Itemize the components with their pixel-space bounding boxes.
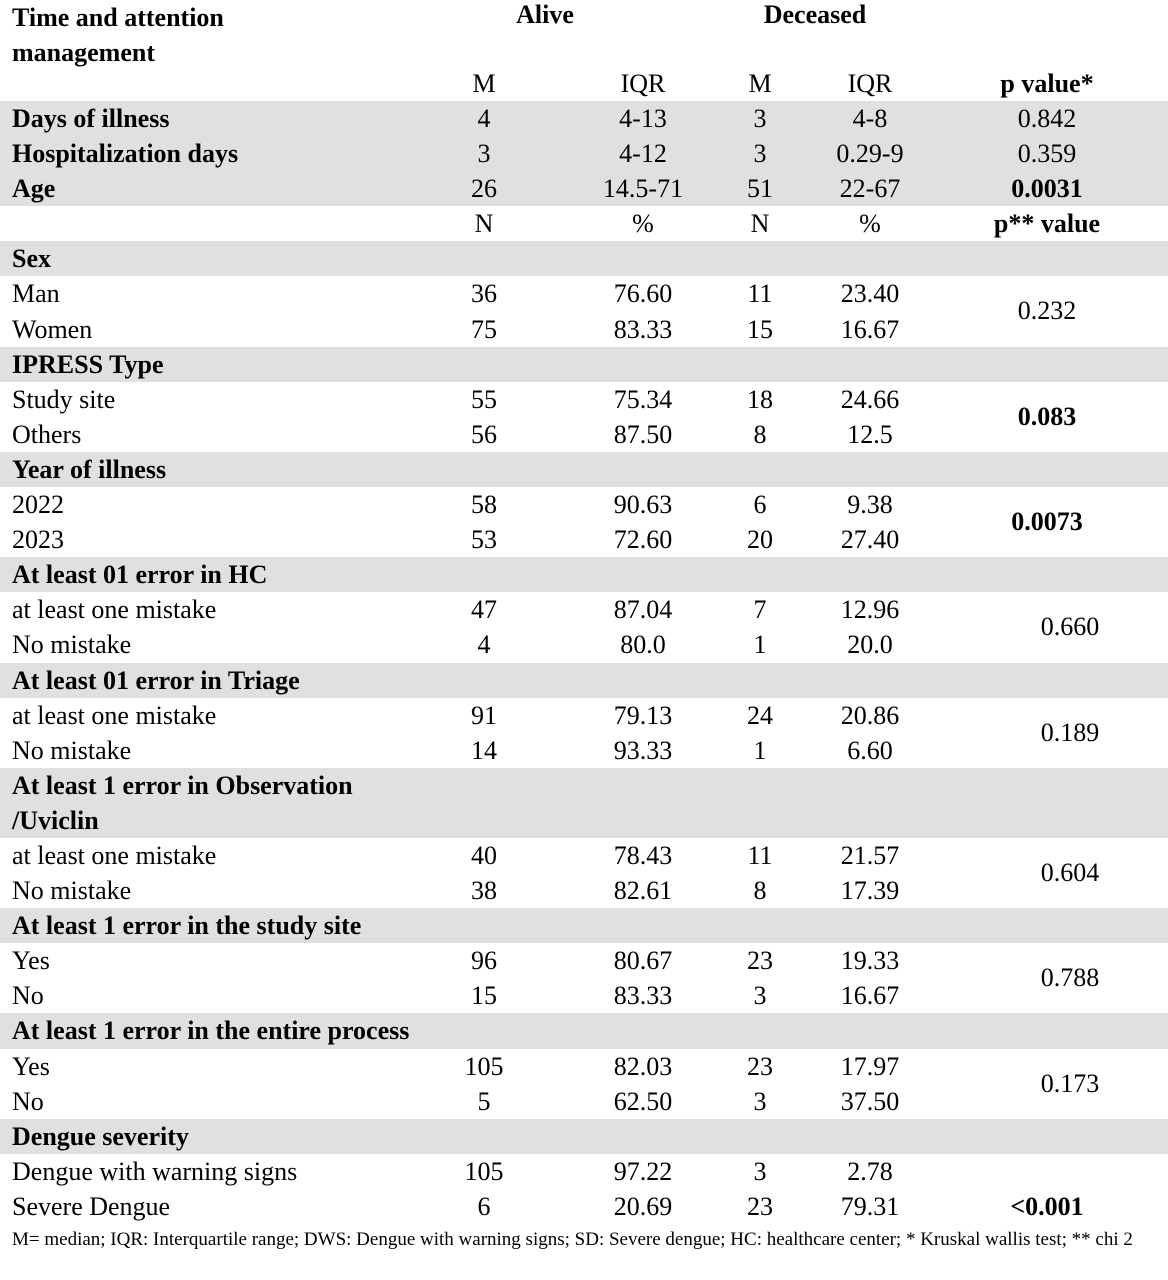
subheader-n-alive: N [474, 209, 494, 239]
cell: 6 [477, 1191, 491, 1221]
table-header [0, 0, 1168, 101]
cell: 79.13 [613, 700, 673, 730]
cell: 3 [753, 1156, 767, 1186]
cell: 105 [464, 1156, 504, 1186]
cell: 2.78 [847, 1156, 893, 1186]
cell: 20.69 [613, 1191, 673, 1221]
table-footnote: M= median; IQR: Interquartile range; DWS: Dengue with warning signs; SD: Severe dengue; HC: healthcare center; * Kruskal wallis test; ** chi 2 [12, 1229, 1133, 1250]
group-title [0, 908, 1168, 943]
p-value: 0.359 [1017, 139, 1077, 169]
cell: 80.0 [620, 630, 666, 660]
row-label: Dengue with warning signs [12, 1156, 298, 1186]
group-title-continued [0, 803, 1168, 838]
cell: 15 [471, 981, 497, 1011]
cell: 96 [471, 946, 497, 976]
cell: 3 [753, 139, 767, 169]
group-title [0, 663, 1168, 698]
p-value: 0.788 [1040, 963, 1100, 993]
group-title-text: Dengue severity [12, 1121, 189, 1151]
header-title: Time and attention management [12, 3, 224, 67]
group-title-text: At least 1 error in the study site [12, 911, 362, 941]
table-row [0, 101, 1168, 136]
cell: 53 [471, 525, 497, 555]
cell: 8 [753, 876, 767, 906]
cell: 47 [471, 595, 497, 625]
cell: 5 [477, 1086, 491, 1116]
row-label: Severe Dengue [12, 1191, 171, 1221]
cell: 75 [471, 314, 497, 344]
row-label: 2023 [12, 525, 64, 555]
cell: 0.29-9 [836, 139, 904, 169]
row-label: Man [12, 279, 60, 309]
group-title-text: Year of illness [12, 454, 167, 484]
cell: 7 [753, 595, 767, 625]
cell: 6.60 [847, 735, 893, 765]
cell: 3 [753, 104, 767, 133]
table-row [0, 1189, 1168, 1224]
cell: 23 [747, 1051, 773, 1081]
table-row [0, 1154, 1168, 1189]
group-title-text: Sex [12, 244, 51, 274]
cell: 75.34 [613, 384, 673, 414]
subheader-p-value: p value* [1000, 69, 1094, 98]
row-label: 2022 [12, 490, 64, 520]
cell: 22-67 [839, 174, 901, 204]
p-value: 0.660 [1040, 612, 1100, 642]
cell: 78.43 [613, 840, 673, 870]
row-label: at least one mistake [12, 595, 217, 625]
cell: 55 [471, 384, 497, 414]
cell: 83.33 [613, 981, 673, 1011]
cell: 4 [477, 630, 491, 660]
group-title-text: At least 1 error in the entire process [12, 1016, 410, 1046]
cell: 21.57 [840, 840, 900, 870]
header-alive: Alive [516, 0, 574, 29]
subheader-p-value-chi: p** value [993, 209, 1101, 239]
table-row [0, 136, 1168, 171]
cell: 82.03 [613, 1051, 673, 1081]
cell: 23 [747, 1191, 773, 1221]
subheader-m-deceased: M [748, 69, 772, 98]
row-label: Age [12, 174, 56, 204]
cell: 36 [471, 279, 497, 309]
cell: 79.31 [840, 1191, 900, 1221]
subheader-pct-alive: % [632, 209, 654, 239]
cell: 12.5 [847, 419, 893, 449]
group-title-text: At least 01 error in HC [12, 560, 268, 590]
row-label: Study site [12, 384, 116, 414]
cell: 17.39 [840, 876, 900, 906]
group-title-text-2: /Uviclin [12, 805, 99, 835]
group-body [0, 838, 1168, 908]
cell: 16.67 [840, 314, 900, 344]
row-label: No mistake [12, 630, 132, 660]
cell: 24.66 [840, 384, 900, 414]
cell: 82.61 [613, 876, 673, 906]
cell: 23 [747, 946, 773, 976]
group-title [0, 347, 1168, 382]
cell: 1 [753, 630, 767, 660]
group-title-text: At least 01 error in Triage [12, 665, 300, 695]
group-title [0, 452, 1168, 487]
cell: 38 [471, 876, 497, 906]
cell: 19.33 [840, 946, 900, 976]
cell: 24 [747, 700, 773, 730]
cell: 105 [464, 1051, 504, 1081]
cell: 17.97 [840, 1051, 900, 1081]
row-label: Yes [12, 1051, 50, 1081]
p-value: <0.001 [1010, 1191, 1084, 1221]
row-label: No mistake [12, 876, 132, 906]
row-label: at least one mistake [12, 840, 217, 870]
cell: 27.40 [840, 525, 900, 555]
cell: 97.22 [613, 1156, 673, 1186]
cell: 72.60 [613, 525, 673, 555]
subheader-row [0, 206, 1168, 241]
group-title [0, 241, 1168, 276]
group-body [0, 943, 1168, 1013]
row-label: No [12, 981, 44, 1011]
table-row [0, 171, 1168, 206]
row-label: Hospitalization days [12, 139, 239, 169]
cell: 20.0 [847, 630, 893, 660]
row-label: Others [12, 419, 82, 449]
subheader-m-alive: M [472, 69, 496, 98]
subheader-n-deceased: N [750, 209, 770, 239]
cell: 8 [753, 419, 767, 449]
cell: 58 [471, 490, 497, 520]
cell: 76.60 [613, 279, 673, 309]
row-label: Women [12, 314, 93, 344]
group-title [0, 557, 1168, 592]
cell: 20 [747, 525, 773, 555]
p-value: 0.604 [1040, 857, 1100, 887]
group-body [0, 276, 1168, 346]
cell: 3 [477, 139, 491, 169]
subheader-iqr-deceased: IQR [847, 69, 893, 98]
cell: 14 [471, 735, 497, 765]
group-body [0, 382, 1168, 452]
cell: 3 [753, 981, 767, 1011]
cell: 83.33 [613, 314, 673, 344]
group-body [0, 1049, 1168, 1119]
p-value: 0.0073 [1011, 507, 1083, 537]
cell: 4-13 [619, 104, 667, 133]
cell: 4-12 [619, 139, 667, 169]
cell: 91 [471, 700, 497, 730]
p-value: 0.189 [1040, 717, 1100, 747]
cell: 9.38 [847, 490, 893, 520]
row-label: Days of illness [12, 104, 170, 133]
p-value: 0.083 [1017, 401, 1077, 431]
cell: 87.04 [613, 595, 673, 625]
group-title [0, 768, 1168, 803]
cell: 62.50 [613, 1086, 673, 1116]
cell: 26 [471, 174, 497, 204]
group-title-text: IPRESS Type [12, 349, 164, 379]
cell: 51 [747, 174, 773, 204]
cell: 4 [477, 104, 491, 133]
cell: 4-8 [852, 104, 888, 133]
cell: 15 [747, 314, 773, 344]
cell: 11 [747, 279, 773, 309]
subheader-iqr-alive: IQR [620, 69, 666, 98]
subheader-pct-deceased: % [859, 209, 881, 239]
cell: 87.50 [613, 419, 673, 449]
cell: 3 [753, 1086, 767, 1116]
cell: 90.63 [613, 490, 673, 520]
cell: 18 [747, 384, 773, 414]
row-label: No mistake [12, 735, 132, 765]
cell: 80.67 [613, 946, 673, 976]
cell: 93.33 [613, 735, 673, 765]
cell: 11 [747, 840, 773, 870]
cell: 16.67 [840, 981, 900, 1011]
row-label: at least one mistake [12, 700, 217, 730]
cell: 56 [471, 419, 497, 449]
group-title [0, 1013, 1168, 1048]
group-body [0, 487, 1168, 557]
p-value: 0.0031 [1011, 174, 1083, 204]
cell: 12.96 [840, 595, 900, 625]
p-value: 0.232 [1017, 296, 1077, 326]
p-value: 0.173 [1040, 1068, 1100, 1098]
group-title [0, 1119, 1168, 1154]
header-deceased: Deceased [763, 0, 867, 29]
cell: 6 [753, 490, 767, 520]
p-value: 0.842 [1017, 104, 1077, 133]
cell: 23.40 [840, 279, 900, 309]
cell: 37.50 [840, 1086, 900, 1116]
row-label: Yes [12, 946, 50, 976]
group-body [0, 592, 1168, 662]
cell: 14.5-71 [602, 174, 684, 204]
group-title-text: At least 1 error in Observation [12, 770, 353, 800]
cell: 1 [753, 735, 767, 765]
row-label: No [12, 1086, 44, 1116]
cell: 20.86 [840, 700, 900, 730]
group-body [0, 698, 1168, 768]
cell: 40 [471, 840, 497, 870]
